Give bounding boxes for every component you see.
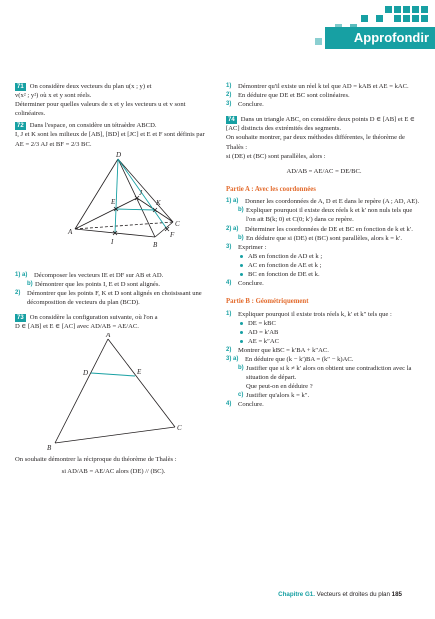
page-title: Approfondir <box>353 30 429 45</box>
question-text: En déduire que (k − k′)BA = (k″ − k)AC. <box>245 356 354 363</box>
question-text: Que peut-on en déduire ? <box>246 383 313 391</box>
thales-formula: AD/AB = AE/AC = DE/BC. <box>286 167 362 175</box>
question-text: En déduire que si (DE) et (BC) sont parallèles, alors k = k′. <box>246 234 403 242</box>
header-bar <box>325 27 435 49</box>
question: 2) Montrer que kBC = k′BA + k″AC. <box>226 346 329 354</box>
part-a-title: Partie A : Avec les coordonnées <box>226 185 316 193</box>
list-item: AE = k″AC <box>226 337 422 346</box>
exercise-text: Dans un triangle ABC, on considère deux points D ∈ [AB] et E ∈ [AC] distincts des extrémités des segments. <box>226 116 415 133</box>
exercise-text: Déterminer pour quelles valeurs de x et y les vecteurs u et v sont colinéaires. <box>15 101 186 118</box>
question: 1) a) Décomposer les vecteurs IE et DF sur AB et AD. <box>15 271 164 279</box>
question: 3) a) En déduire que (k − k′)BA = (k″ − k)AC. <box>226 356 354 363</box>
question: 1) a) Donner les coordonnées de A, D et E dans le repère (A ; AD, AE). <box>226 198 420 206</box>
question-text: Montrer que kBC = k′BA + k″AC. <box>238 346 329 354</box>
question-text: Justifier qu'alors k = k″. <box>246 392 310 400</box>
point-label: B <box>47 444 52 453</box>
list-item: AD = k′AB <box>226 328 422 337</box>
question: 3) Exprimer : <box>226 243 267 251</box>
question-text: Donner les coordonnées de A, D et E dans le repère (A ; AD, AE). <box>245 198 420 206</box>
exercise-number: 74 <box>228 117 235 124</box>
question-text: Décomposer les vecteurs IE et DF sur AB et AD. <box>34 271 164 279</box>
point-label: F <box>170 230 175 239</box>
right-column <box>226 82 422 410</box>
question: 2) a) Déterminer les coordonnées de DE et BC en fonction de k et k′. <box>226 225 413 233</box>
point-label: D <box>83 369 89 378</box>
question: b) Démontrer que les points I, E et D sont alignés. <box>27 280 161 288</box>
chapter-title: Vecteurs et droites du plan <box>316 591 390 598</box>
question-text: Expliquer pourquoi il existe trois réels k, k′ et k″ tels que : <box>238 310 392 318</box>
question: 1) Expliquer pourquoi il existe trois réels k, k′ et k″ tels que : <box>226 310 392 318</box>
question-text: Conclure. <box>238 280 264 288</box>
point-label: J <box>139 188 143 197</box>
point-label: E <box>111 197 116 206</box>
list-item: AB en fonction de AD et k ; <box>226 252 422 261</box>
question: 4) Conclure. <box>226 280 264 288</box>
question: 1) Démontrer qu'il existe un réel k tel que AD = kAB et AE = kAC. <box>226 83 409 90</box>
thales-figure <box>15 333 212 453</box>
exercise-text: On considère la configuration suivante, où l'on a <box>29 314 158 322</box>
question-text: Exprimer : <box>238 243 267 251</box>
exercise-text: On souhaite montrer, par deux méthodes différentes, le théorème de Thalès : <box>226 134 405 151</box>
point-label: C <box>175 219 180 228</box>
point-label: B <box>153 240 158 249</box>
question-text: Déterminer les coordonnées de DE et BC en fonction de k et k′. <box>245 225 413 233</box>
point-label: E <box>137 368 142 377</box>
exercise-text: v(x² ; y²) où x et y sont réels. <box>15 92 92 100</box>
exercise-74 <box>226 115 422 160</box>
exercise-text: Dans l'espace, on considère un tétraèdre ABCD. <box>29 122 157 130</box>
question-text: Démontrer qu'il existe un réel k tel que AD = kAB et AE = kAC. <box>238 83 409 90</box>
point-label: A <box>68 227 73 236</box>
list-item: AC en fonction de AE et k ; <box>226 261 422 270</box>
page-number: 185 <box>391 591 402 598</box>
exercise-number: 71 <box>17 84 24 90</box>
point-label: A <box>106 333 111 340</box>
question: 4) Conclure. <box>226 401 264 409</box>
exercise-text: si (DE) et (BC) sont parallèles, alors : <box>226 152 326 160</box>
point-label: K <box>156 198 161 207</box>
question-text: Conclure. <box>238 101 264 109</box>
exercise-72 <box>15 121 212 148</box>
question: b) Expliquer pourquoi il existe deux réels k et k′ non nuls tels que l'on ait B(k; 0) et C(0; k′) dans ce repère. <box>226 206 422 224</box>
question-text: Justifier que si k ≠ k′ alors on obtient une contradiction avec la situation de départ. <box>246 365 412 382</box>
question: b) En déduire que si (DE) et (BC) sont parallèles, alors k = k′. <box>238 234 403 242</box>
page-footer <box>0 591 402 600</box>
tetrahedron-figure <box>15 151 212 269</box>
exercise-formula: si AD/AB = AE/AC alors (DE) // (BC). <box>61 468 166 476</box>
exercise-number: 73 <box>17 315 24 322</box>
question: 2) En déduire que DE et BC sont colinéaires. <box>226 92 350 100</box>
question-text: Expliquer pourquoi il existe deux réels k et k′ non nuls tels que l'on ait B(k; 0) et C(0; k′) dans ce repère. <box>246 207 413 224</box>
question: 3) Conclure. <box>226 101 264 109</box>
exercise-text: On considère deux vecteurs du plan u(x ; y) et <box>29 83 152 90</box>
left-column <box>15 82 212 479</box>
question: b) Justifier que si k ≠ k′ alors on obtient une contradiction avec la situation de départ. <box>226 364 422 382</box>
exercise-73 <box>15 313 212 331</box>
question-text: Conclure. <box>238 401 264 409</box>
question-text: Démontrer que les points I, E et D sont alignés. <box>35 280 161 288</box>
exercise-text: D ∈ [AB] et E ∈ [AC] avec AD/AB = AE/AC. <box>15 323 139 331</box>
question-text: En déduire que DE et BC sont colinéaires. <box>238 92 350 100</box>
question: c) Justifier qu'alors k = k″. <box>238 392 310 400</box>
point-label: C <box>177 424 182 433</box>
part-b-title: Partie B : Géométriquement <box>226 298 309 306</box>
question-text: Démontrer que les points F, K et D sont alignés en choisissant une décomposition de vecteurs du plan (BCD). <box>27 289 202 306</box>
point-label: I <box>111 237 114 246</box>
list-item: BC en fonction de DE et k. <box>226 270 422 279</box>
exercise-number: 72 <box>17 123 24 130</box>
list-item: DE = kBC <box>226 319 422 328</box>
question: 2) Démontrer que les points F, K et D sont alignés en choisissant une décomposition de vecteurs du plan (BCD). <box>15 289 212 307</box>
chapter-label: Chapitre G1. <box>278 591 315 598</box>
exercise-text: On souhaite démontrer la réciproque du théorème de Thalès : <box>15 456 177 464</box>
exercise-text: I, J et K sont les milieux de [AB], [BD] et [JC] et E et F sont définis par AE = 2/3 AJ et BF = 2/3 BC. <box>15 131 205 148</box>
point-label: D <box>116 150 122 159</box>
exercise-71 <box>15 82 212 118</box>
